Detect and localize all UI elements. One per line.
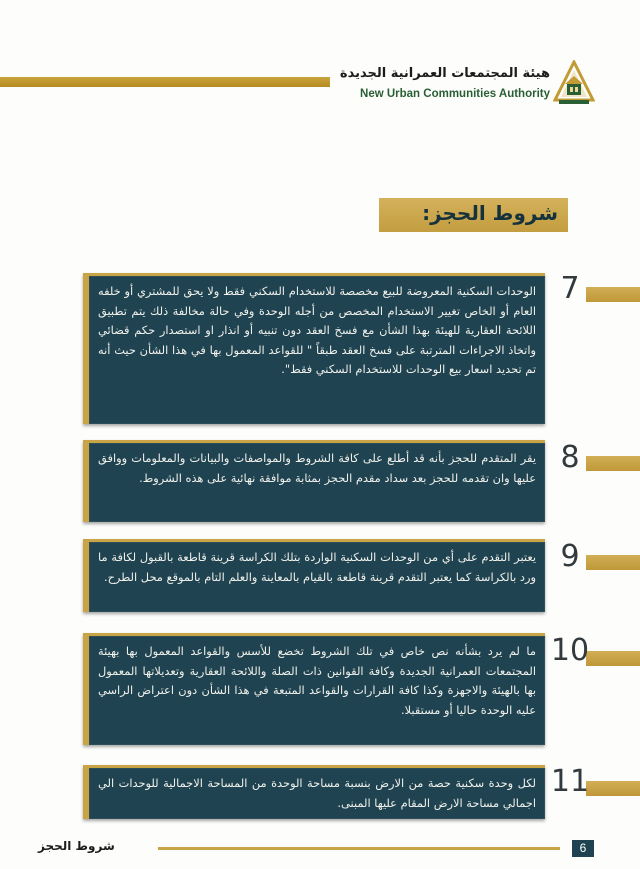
condition-number: 8	[560, 440, 580, 475]
condition-number: 7	[560, 271, 580, 306]
org-name-arabic: هيئة المجتمعات العمرانية الجديدة	[339, 66, 550, 81]
condition-text: الوحدات السكنية المعروضة للبيع مخصصة للاستخدام السكني فقط ولا يحق للمشتري أو خلفه العام أو الخاص تغيير الاستخدام المخصص من أجله الوحدة وفي حالة مخالفة ذلك يتم تطبيق اللائحة العقارية للهيئة بهذا الشأن مع فسخ العقد دون تنبيه أو انذار او استصدار حكم قضائي واتخاذ الاجراءات المترتبة على فسخ العقد طبقاً " للقواعد المعمول بها في هذا الشأن حيث أنه تم تحديد اسعار بيع الوحدات للاستخدام السكني فقط".	[98, 284, 536, 377]
condition-text-box	[83, 765, 545, 819]
condition-number: 11	[550, 764, 590, 799]
footer-label: شروط الحجز	[38, 839, 115, 853]
condition-text: لكل وحدة سكنية حصة من الارض بنسبة مساحة الوحدة من المساحة الاجمالية للوحدات الي اجمالي مساحة الارض المقام عليها المبنى.	[98, 776, 536, 810]
condition-text: ما لم يرد بشأنه نص خاص في تلك الشروط تخضع للأسس والقواعد المعمول بها بهيئة المجتمعات العمرانية الجديدة وكافة القوانين ذات الصلة واللائحة العقارية وتعديلاتها المعمول بها بالهيئة والاجهزة وكذا كافة القرارات والقواعد المتبعة في هذا الشأن دون اعتراض الراسي عليه الوحدة حاليا أو مستقبلا.	[98, 644, 536, 717]
section-title: شروط الحجز:	[422, 201, 558, 225]
number-gold-bar	[586, 456, 640, 471]
org-name-english: New Urban Communities Authority	[360, 88, 550, 100]
condition-text-box	[83, 633, 545, 745]
condition-text-box	[83, 539, 545, 612]
header-gold-bar	[0, 77, 330, 87]
condition-text-box	[83, 273, 545, 424]
nuca-logo-icon	[553, 60, 595, 106]
condition-text-box	[83, 440, 545, 522]
condition-text: يعتبر التقدم على أي من الوحدات السكنية الواردة بتلك الكراسة قرينة قاطعة بالقبول لكافة ما ورد بالكراسة كما يعتبر التقدم قرينة قاطعة بالقيام بالمعاينة والعلم التام بالموقع محل الطرح.	[98, 550, 536, 584]
number-gold-bar	[586, 287, 640, 302]
footer-gold-line	[158, 847, 560, 850]
condition-number: 10	[550, 633, 590, 668]
page-number: 6	[572, 840, 594, 857]
condition-number: 9	[560, 539, 580, 574]
number-gold-bar	[586, 555, 640, 570]
section-title-box	[379, 198, 568, 232]
condition-text: يقر المتقدم للحجز بأنه قد أطلع على كافة الشروط والمواصفات والبيانات والمعلومات ووافق عليها وان تقدمه للحجز بعد سداد مقدم الحجز بمثابة موافقة نهائية على هذه الشروط.	[98, 451, 536, 485]
